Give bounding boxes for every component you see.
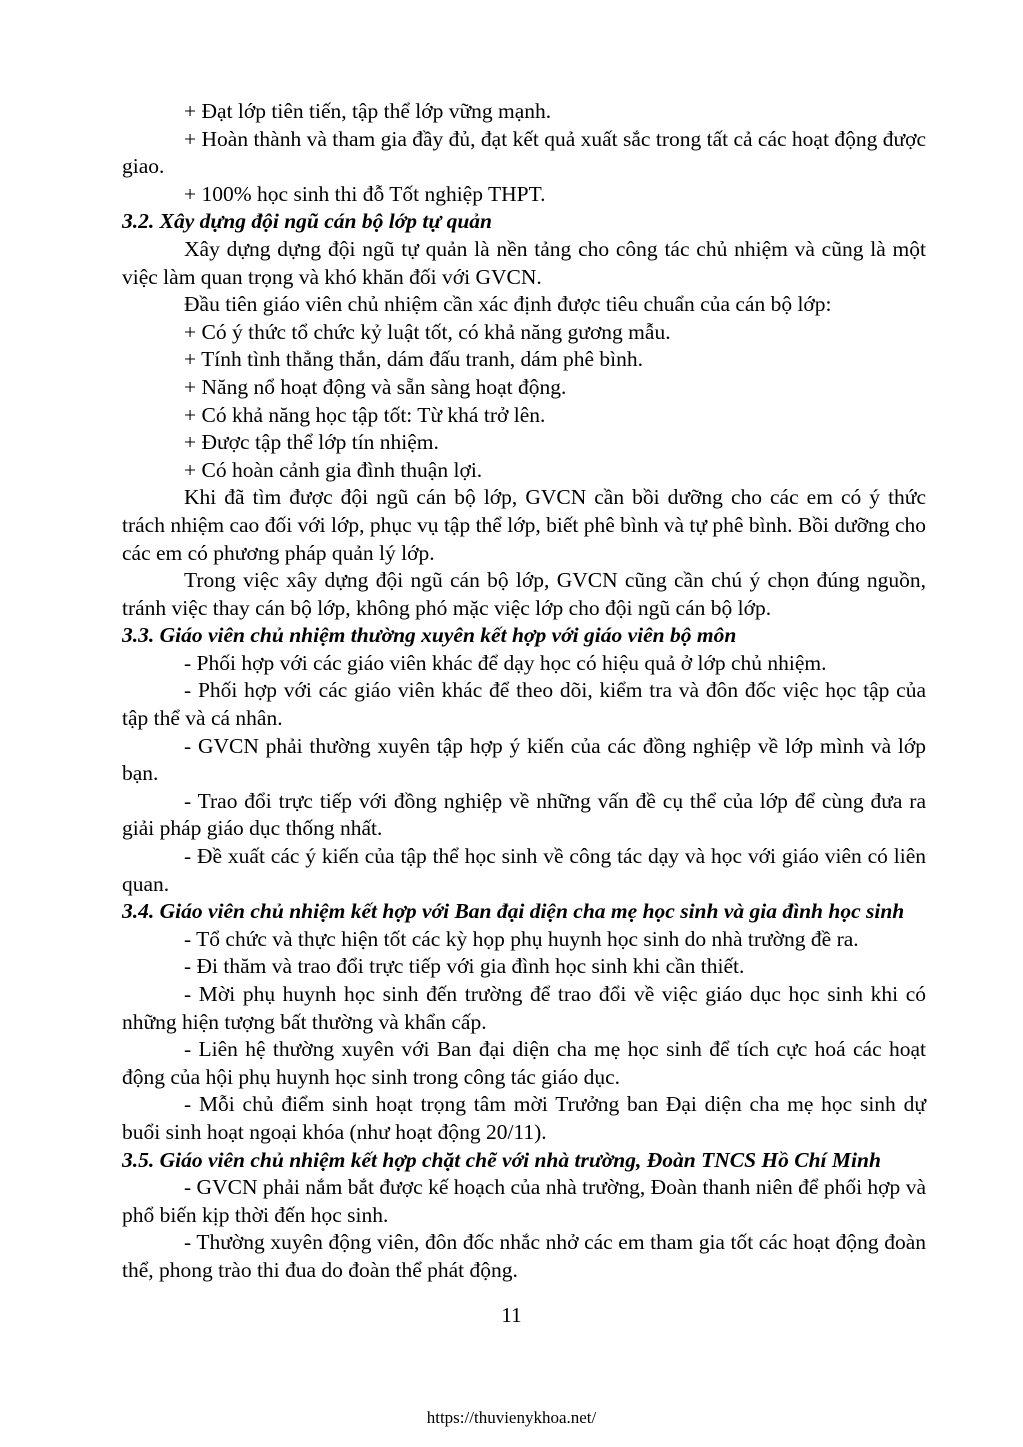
footer-url: https://thuvienykhoa.net/ xyxy=(426,1408,597,1427)
document-body xyxy=(122,98,926,1285)
paragraph: + Có ý thức tổ chức kỷ luật tốt, có khả năng gương mẫu. xyxy=(184,319,671,344)
paragraph: - Liên hệ thường xuyên với Ban đại diện cha mẹ học sinh để tích cực hoá các hoạt động của hội phụ huynh học sinh trong công tác giáo dục. xyxy=(122,1037,926,1089)
paragraph: - Mời phụ huynh học sinh đến trường để trao đổi về việc giáo dục học sinh khi có những hiện tượng bất thường và khẩn cấp. xyxy=(122,982,926,1034)
paragraph: - Mỗi chủ điểm sinh hoạt trọng tâm mời Trưởng ban Đại diện cha mẹ học sinh dự buổi sinh hoạt ngoại khóa (như hoạt động 20/11). xyxy=(122,1092,926,1144)
paragraph: Trong việc xây dựng đội ngũ cán bộ lớp, GVCN cũng cần chú ý chọn đúng nguồn, tránh việc thay cán bộ lớp, không phó mặc việc lớp cho đội ngũ cán bộ lớp. xyxy=(122,568,926,620)
paragraph: + Đạt lớp tiên tiến, tập thể lớp vững mạnh. xyxy=(184,99,552,123)
paragraph: + Có khả năng học tập tốt: Từ khá trở lên. xyxy=(184,402,546,427)
paragraph: - Đi thăm và trao đổi trực tiếp với gia đình học sinh khi cần thiết. xyxy=(184,954,745,979)
paragraph: - Thường xuyên động viên, đôn đốc nhắc nhở các em tham gia tốt các hoạt động đoàn thể, phong trào thi đua do đoàn thể phát động. xyxy=(122,1230,926,1282)
paragraph: - Trao đổi trực tiếp với đồng nghiệp về những vấn đề cụ thể của lớp để cùng đưa ra giải pháp giáo dục thống nhất. xyxy=(122,788,926,841)
paragraph: - GVCN phải thường xuyên tập hợp ý kiến của các đồng nghiệp về lớp mình và lớp bạn. xyxy=(122,733,926,786)
paragraph: - GVCN phải nắm bắt được kế hoạch của nhà trường, Đoàn thanh niên để phối hợp và phổ biến kịp thời đến học sinh. xyxy=(122,1175,926,1227)
paragraph: + Tính tình thẳng thắn, dám đấu tranh, dám phê bình. xyxy=(184,347,643,372)
paragraph: - Tổ chức và thực hiện tốt các kỳ họp phụ huynh học sinh do nhà trường đề ra. xyxy=(184,926,859,951)
paragraph: - Phối hợp với các giáo viên khác để dạy học có hiệu quả ở lớp chủ nhiệm. xyxy=(184,650,827,675)
paragraph: Đầu tiên giáo viên chủ nhiệm cần xác định được tiêu chuẩn của cán bộ lớp: xyxy=(184,292,832,317)
section-heading: 3.2. Xây dựng đội ngũ cán bộ lớp tự quản xyxy=(122,209,493,234)
paragraph: + Được tập thể lớp tín nhiệm. xyxy=(184,430,439,455)
paragraph: + 100% học sinh thi đỗ Tốt nghiệp THPT. xyxy=(184,181,546,206)
paragraph: Khi đã tìm được đội ngũ cán bộ lớp, GVCN cần bồi dưỡng cho các em có ý thức trách nhiệm cao đối với lớp, phục vụ tập thể lớp, biết phê bình và tự phê bình. Bồi dưỡng cho các em có phương pháp quản lý lớp. xyxy=(122,485,926,565)
paragraph: Xây dựng dựng đội ngũ tự quản là nền tảng cho công tác chủ nhiệm và cũng là một việc làm quan trọng và khó khăn đối với GVCN. xyxy=(122,236,926,289)
paragraph: + Có hoàn cảnh gia đình thuận lợi. xyxy=(184,457,483,482)
paragraph: + Hoàn thành và tham gia đầy đủ, đạt kết quả xuất sắc trong tất cả các hoạt động được giao. xyxy=(122,126,927,179)
section-heading: 3.3. Giáo viên chủ nhiệm thường xuyên kết hợp với giáo viên bộ môn xyxy=(122,623,737,648)
section-heading: 3.4. Giáo viên chủ nhiệm kết hợp với Ban đại diện cha mẹ học sinh và gia đình học sinh xyxy=(122,899,905,924)
paragraph: - Đề xuất các ý kiến của tập thể học sinh về công tác dạy và học với giáo viên có liên quan. xyxy=(122,844,926,896)
page-number: 11 xyxy=(501,1303,522,1327)
section-heading: 3.5. Giáo viên chủ nhiệm kết hợp chặt chẽ với nhà trường, Đoàn TNCS Hồ Chí Minh xyxy=(122,1147,881,1172)
paragraph: - Phối hợp với các giáo viên khác để theo dõi, kiểm tra và đôn đốc việc học tập của tập thể và cá nhân. xyxy=(122,678,926,731)
paragraph: + Năng nổ hoạt động và sẵn sàng hoạt động. xyxy=(184,374,567,399)
